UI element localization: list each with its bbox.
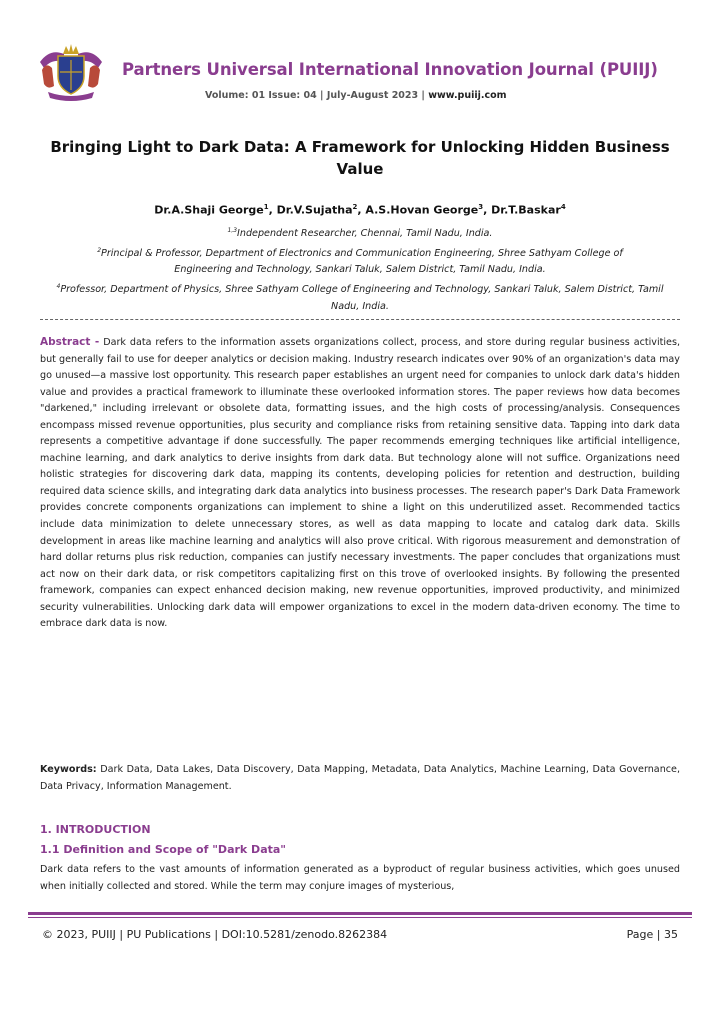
journal-title: Partners Universal International Innovation Journal (PUIIJ) bbox=[122, 60, 658, 79]
affil-marker: 1,3 bbox=[227, 227, 238, 234]
author-name: Dr.V.Sujatha bbox=[276, 203, 353, 217]
affil-text: Independent Researcher, Chennai, Tamil Nadu, India. bbox=[237, 228, 493, 240]
author-affil-marker: 4 bbox=[560, 203, 566, 211]
footer-rule bbox=[28, 912, 692, 915]
affiliation-line bbox=[40, 243, 680, 279]
abstract bbox=[40, 334, 680, 633]
footer-rule-thin bbox=[28, 917, 692, 918]
section-heading: 1. INTRODUCTION bbox=[40, 823, 151, 836]
affiliation-line bbox=[40, 223, 680, 243]
author-affil-marker: 2 bbox=[352, 203, 358, 211]
author-list: Dr.A.Shaji George$^1$, Dr.V.Sujatha$^2$, A.S.Hovan George$^3$, Dr.T.Baskar$^4$ bbox=[154, 203, 566, 217]
affil-text: Professor, Department of Physics, Shree Sathyam College of Engineering and Technology, Sankari Taluk, Salem District, Tamil Nadu, India. bbox=[60, 284, 664, 312]
affil-marker: 4 bbox=[56, 282, 61, 290]
journal-website-link[interactable]: www.puiij.com bbox=[428, 90, 507, 101]
author-name: Dr.A.Shaji George bbox=[154, 203, 264, 217]
keywords-text: Dark Data, Data Lakes, Data Discovery, Data Mapping, Metadata, Data Analytics, Machine Learning, Data Governance, Data Privacy, Information Management. bbox=[40, 764, 680, 792]
affil-marker: 2 bbox=[97, 246, 102, 254]
subsection-heading: 1.1 Definition and Scope of "Dark Data" bbox=[40, 843, 287, 856]
abstract-label: Abstract - bbox=[40, 336, 100, 348]
page-number: Page | 35 bbox=[626, 928, 678, 941]
affiliations bbox=[40, 223, 680, 315]
author-affil-marker: 3 bbox=[478, 203, 484, 211]
keywords bbox=[40, 762, 680, 795]
issue-info: Volume: 01 Issue: 04 | July-August 2023 | bbox=[205, 90, 429, 101]
affil-text: Principal & Professor, Department of Electronics and Communication Engineering, Shree Sathyam College of Engineering and Technology, Sankari Taluk, Salem District, Tamil Nadu, India. bbox=[101, 247, 623, 276]
abstract-text: Dark data refers to the information assets organizations collect, process, and store during regular business activities, but generally fail to use for deeper analytics or decision making. Industry research indicates over 90% of an organization's data may go unused—a massive lost opportunity. This research paper establishes an urgent need for companies to unlock dark data's hidden value and provides a practical framework to illuminate these overlooked information stores. The paper reviews how data becomes "darkened," including irrelevant or obsolete data, formatting issues, and the high costs of processing/analysis. Consequences encompass missed revenue opportunities, plus security and compliance risks from retaining sensitive data. Tapping into dark data represents a competitive advantage if done successfully. The paper recommends emerging techniques like artificial intelligence, machine learning, and dark analytics to derive insights from dark data. But technology alone will not suffice. Organizations need holistic strategies for discovering dark data, mapping its contents, developing policies for retention and destruction, building required data science skills, and integrating dark data analytics into business processes. The research paper's Dark Data Framework provides concrete components organizations can implement to shine a light on this underutilized asset. Recommended tactics include data minimization to delete unnecessary stores, as well as data mapping to locate and catalog dark data. Skills development in areas like machine learning and analytics will also prove critical. With rigorous measurement and demonstration of hard dollar returns plus risk reduction, companies can justify necessary investments. The paper concludes that organizations must act now on their dark data, or risk competitors capitalizing first on this trove of overlooked insights. By following the presented framework, companies can expect enhanced decision making, new revenue opportunities, improved productivity, and minimized security vulnerabilities. Unlocking dark data will empower organizations to excel in the modern data-driven economy. The time to embrace dark data is now. bbox=[40, 337, 680, 630]
author-name: Dr.T.Baskar bbox=[491, 203, 561, 217]
footer-citation: © 2023, PUIIJ | PU Publications | DOI:10.5281/zenodo.8262384 bbox=[42, 928, 388, 941]
affiliation-line bbox=[40, 279, 680, 315]
keywords-label: Keywords: bbox=[40, 764, 97, 775]
intro-paragraph: Dark data refers to the vast amounts of information generated as a byproduct of regular business activities, which goes unused when initially collected and stored. While the term may conjure images of mysterious, bbox=[40, 864, 680, 892]
dashed-divider bbox=[40, 319, 680, 320]
paper-title: Bringing Light to Dark Data: A Framework for Unlocking Hidden Business Value bbox=[50, 138, 670, 178]
author-affil-marker: 1 bbox=[263, 203, 269, 211]
journal-meta bbox=[205, 90, 507, 101]
journal-crest-icon bbox=[36, 40, 106, 102]
author-name: A.S.Hovan George bbox=[365, 203, 479, 217]
